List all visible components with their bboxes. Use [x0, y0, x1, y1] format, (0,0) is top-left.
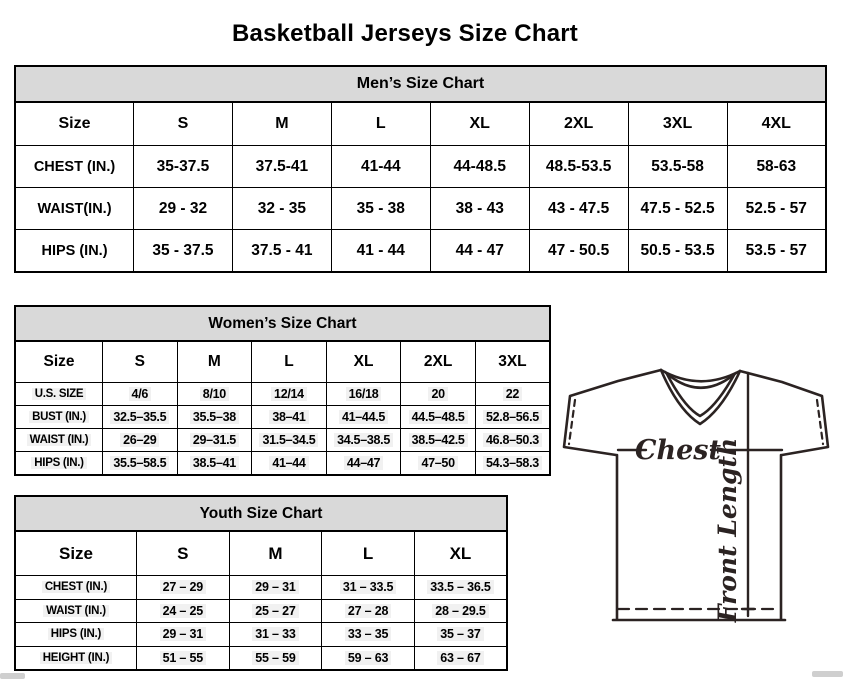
column-header: Size — [15, 341, 103, 383]
cell-value: 29–31.5 — [190, 433, 239, 447]
cell-value: 63 – 67 — [437, 651, 483, 665]
value-cell — [401, 406, 476, 429]
value-cell — [475, 383, 550, 406]
value-cell — [326, 383, 401, 406]
cell-value: 34.5–38.5 — [334, 433, 393, 447]
cell-value: 54.3–58.3 — [483, 456, 542, 470]
table-row — [15, 188, 826, 230]
value-cell — [177, 429, 252, 452]
value-cell — [177, 406, 252, 429]
womens-size-table — [14, 340, 551, 476]
cell-value: 22 — [503, 387, 522, 401]
value-cell — [727, 146, 826, 188]
table-row — [15, 646, 507, 670]
mens-size-chart-section — [14, 65, 827, 273]
value-cell — [232, 146, 331, 188]
column-header: M — [177, 341, 252, 383]
cell-value: 29 – 31 — [252, 580, 298, 594]
column-header: XL — [414, 531, 507, 576]
value-cell — [229, 646, 322, 670]
value-cell — [475, 429, 550, 452]
column-header: 2XL — [529, 102, 628, 146]
mens-size-table — [14, 101, 827, 273]
row-label-cell — [15, 383, 103, 406]
value-cell — [331, 230, 430, 273]
table-row — [15, 406, 550, 429]
cell-value: 47–50 — [418, 456, 457, 470]
cell-value: 38 - 43 — [455, 199, 504, 217]
row-label: HIPS (IN.) — [31, 457, 86, 469]
cell-value: 44–47 — [344, 456, 383, 470]
column-header: XL — [430, 102, 529, 146]
value-cell — [177, 383, 252, 406]
value-cell — [103, 452, 178, 476]
chest-label: Chest — [635, 435, 721, 466]
cell-value: 41 - 44 — [356, 241, 405, 259]
column-header: 2XL — [401, 341, 476, 383]
cell-value: 8/10 — [200, 387, 229, 401]
cell-value: 35-37.5 — [156, 157, 210, 175]
row-label: WAIST (IN.) — [43, 605, 109, 617]
cell-value: 12/14 — [271, 387, 307, 401]
value-cell — [401, 383, 476, 406]
row-label-cell — [15, 646, 137, 670]
cell-value: 46.8–50.3 — [483, 433, 542, 447]
value-cell — [331, 188, 430, 230]
cell-value: 44 - 47 — [455, 241, 504, 259]
cell-value: 33.5 – 36.5 — [427, 580, 493, 594]
cell-value: 53.5-58 — [651, 157, 704, 175]
value-cell — [134, 188, 233, 230]
value-cell — [177, 452, 252, 476]
cell-value: 33 – 35 — [345, 627, 391, 641]
value-cell — [430, 230, 529, 273]
cell-value: 44-48.5 — [453, 157, 507, 175]
value-cell — [252, 383, 327, 406]
table-row — [15, 623, 507, 647]
value-cell — [414, 646, 507, 670]
value-cell — [322, 646, 415, 670]
column-header: S — [103, 341, 178, 383]
row-label: U.S. SIZE — [32, 388, 86, 400]
cell-value: 52.5 - 57 — [745, 199, 807, 217]
row-label: HIPS (IN.) — [48, 628, 104, 640]
cell-value: 25 – 27 — [252, 604, 298, 618]
cell-value: 29 - 32 — [158, 199, 208, 217]
value-cell — [229, 576, 322, 600]
cell-value: 41–44 — [269, 456, 308, 470]
value-cell — [134, 146, 233, 188]
front-length-label: Front Length — [713, 437, 742, 623]
youth-table-title: Youth Size Chart — [14, 495, 508, 532]
value-cell — [628, 230, 727, 273]
cell-value: 41–44.5 — [339, 410, 388, 424]
value-cell — [331, 146, 430, 188]
cell-value: 51 – 55 — [160, 651, 206, 665]
cell-value: 32 - 35 — [257, 199, 307, 217]
value-cell — [414, 599, 507, 623]
mens-table-title: Men’s Size Chart — [14, 65, 827, 103]
row-label-cell — [15, 188, 134, 230]
value-cell — [232, 230, 331, 273]
value-cell — [727, 230, 826, 273]
value-cell — [414, 576, 507, 600]
cell-value: 52.8–56.5 — [483, 410, 542, 424]
value-cell — [232, 188, 331, 230]
value-cell — [326, 429, 401, 452]
column-header: 3XL — [475, 341, 550, 383]
row-label-cell — [15, 452, 103, 476]
value-cell — [326, 452, 401, 476]
size-header-row — [15, 102, 826, 146]
youth-size-chart-section — [14, 495, 508, 671]
column-header: L — [252, 341, 327, 383]
row-label-cell — [15, 623, 137, 647]
cell-value: 31.5–34.5 — [259, 433, 318, 447]
cell-value: 59 – 63 — [345, 651, 391, 665]
value-cell — [103, 406, 178, 429]
table-row — [15, 452, 550, 476]
table-row — [15, 230, 826, 273]
youth-size-table — [14, 530, 508, 671]
column-header: S — [137, 531, 230, 576]
value-cell — [414, 623, 507, 647]
row-label: WAIST (IN.) — [27, 434, 92, 446]
value-cell — [529, 188, 628, 230]
column-header: Size — [15, 102, 134, 146]
cell-value: 27 – 28 — [345, 604, 391, 618]
value-cell — [229, 599, 322, 623]
row-label-cell — [15, 599, 137, 623]
column-header: 3XL — [628, 102, 727, 146]
value-cell — [628, 188, 727, 230]
cell-value: 28 – 29.5 — [432, 604, 488, 618]
cell-value: 41-44 — [360, 157, 401, 175]
value-cell — [322, 623, 415, 647]
cell-value: 31 – 33.5 — [340, 580, 396, 594]
value-cell — [430, 146, 529, 188]
cell-value: 26–29 — [120, 433, 159, 447]
cell-value: 35.5–58.5 — [110, 456, 169, 470]
value-cell — [430, 188, 529, 230]
cell-value: 4/6 — [129, 387, 151, 401]
cell-value: 37.5 - 41 — [251, 241, 313, 259]
row-label-cell — [15, 406, 103, 429]
cell-value: 16/18 — [346, 387, 382, 401]
row-label: BUST (IN.) — [29, 411, 89, 423]
row-label: WAIST(IN.) — [37, 200, 112, 217]
cell-value: 35 - 37.5 — [152, 241, 214, 259]
cell-value: 43 - 47.5 — [548, 199, 610, 217]
table-row — [15, 146, 826, 188]
cell-value: 20 — [428, 387, 447, 401]
row-label-cell — [15, 146, 134, 188]
page-title: Basketball Jerseys Size Chart — [232, 20, 578, 48]
row-label: CHEST (IN.) — [33, 158, 116, 175]
cell-value: 38.5–41 — [190, 456, 239, 470]
cell-value: 55 – 59 — [252, 651, 298, 665]
value-cell — [401, 429, 476, 452]
value-cell — [252, 452, 327, 476]
column-header: L — [322, 531, 415, 576]
size-header-row — [15, 531, 507, 576]
table-row — [15, 576, 507, 600]
table-row — [15, 599, 507, 623]
cell-value: 38.5–42.5 — [409, 433, 468, 447]
value-cell — [529, 230, 628, 273]
cell-value: 35 – 37 — [437, 627, 483, 641]
value-cell — [475, 452, 550, 476]
cell-value: 44.5–48.5 — [409, 410, 468, 424]
value-cell — [322, 576, 415, 600]
cell-value: 47.5 - 52.5 — [640, 199, 715, 217]
column-header: 4XL — [727, 102, 826, 146]
value-cell — [103, 383, 178, 406]
cell-value: 37.5-41 — [255, 157, 309, 175]
value-cell — [137, 599, 230, 623]
cell-value: 27 – 29 — [160, 580, 206, 594]
column-header: XL — [326, 341, 401, 383]
value-cell — [137, 623, 230, 647]
cell-value: 29 – 31 — [160, 627, 206, 641]
row-label-cell — [15, 429, 103, 452]
jersey-measurement-diagram — [556, 360, 837, 632]
cell-value: 24 – 25 — [160, 604, 206, 618]
column-header: S — [134, 102, 233, 146]
size-header-row — [15, 341, 550, 383]
column-header: L — [331, 102, 430, 146]
value-cell — [475, 406, 550, 429]
value-cell — [529, 146, 628, 188]
value-cell — [401, 452, 476, 476]
jersey-outline-icon — [564, 370, 828, 620]
value-cell — [252, 406, 327, 429]
row-label-cell — [15, 230, 134, 273]
value-cell — [137, 646, 230, 670]
womens-table-title: Women’s Size Chart — [14, 305, 551, 342]
scrollbar-fragment-left — [0, 673, 25, 679]
value-cell — [326, 406, 401, 429]
cell-value: 50.5 - 53.5 — [640, 241, 715, 259]
cell-value: 35 - 38 — [356, 199, 405, 217]
value-cell — [103, 429, 178, 452]
column-header: Size — [15, 531, 137, 576]
value-cell — [628, 146, 727, 188]
value-cell — [252, 429, 327, 452]
row-label: CHEST (IN.) — [42, 581, 110, 593]
cell-value: 58-63 — [756, 157, 797, 175]
row-label: HEIGHT (IN.) — [40, 652, 113, 664]
table-row — [15, 383, 550, 406]
cell-value: 35.5–38 — [190, 410, 239, 424]
cell-value: 38–41 — [269, 410, 308, 424]
row-label: HIPS (IN.) — [41, 242, 108, 259]
womens-size-chart-section — [14, 305, 551, 476]
cell-value: 48.5-53.5 — [545, 157, 612, 175]
cell-value: 31 – 33 — [252, 627, 298, 641]
scrollbar-fragment-right — [812, 671, 843, 677]
cell-value: 53.5 - 57 — [745, 241, 807, 259]
value-cell — [137, 576, 230, 600]
row-label-cell — [15, 576, 137, 600]
value-cell — [134, 230, 233, 273]
table-row — [15, 429, 550, 452]
column-header: M — [229, 531, 322, 576]
column-header: M — [232, 102, 331, 146]
value-cell — [229, 623, 322, 647]
cell-value: 47 - 50.5 — [548, 241, 610, 259]
value-cell — [322, 599, 415, 623]
cell-value: 32.5–35.5 — [110, 410, 169, 424]
value-cell — [727, 188, 826, 230]
